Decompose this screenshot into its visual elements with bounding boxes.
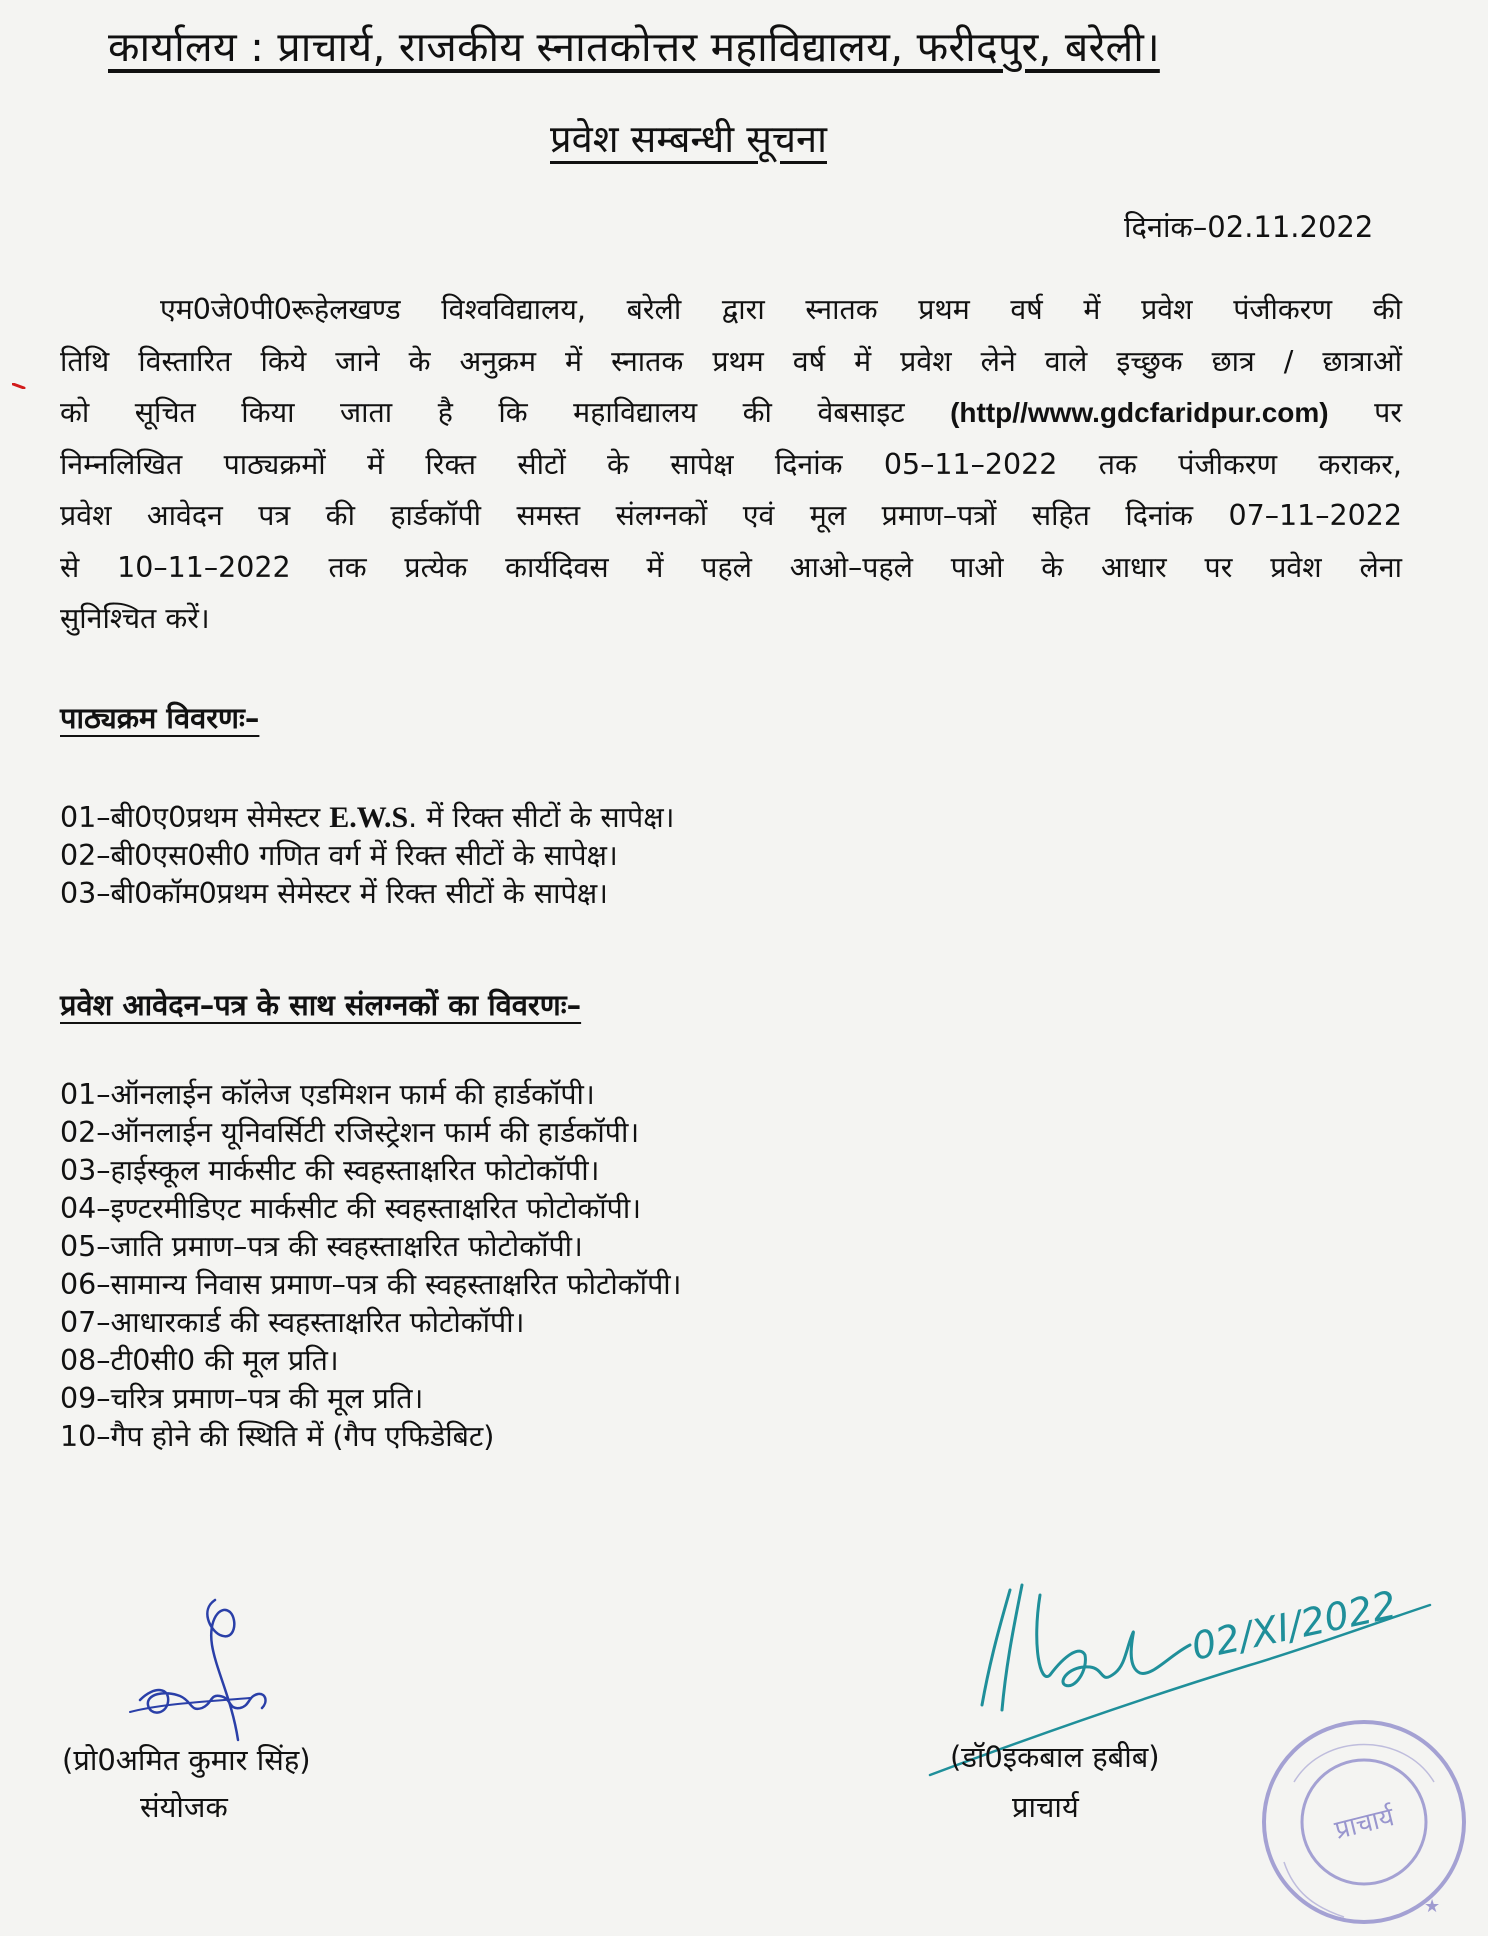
body-line: सुनिश्चित करें। [60, 602, 210, 635]
body-line-with-website [60, 387, 1402, 439]
principal-name: (डॉ0इकबाल हबीब) [950, 1740, 1160, 1774]
attachment-item: 07–आधारकार्ड की स्वहस्ताक्षरित फोटोकॉपी। [60, 1306, 525, 1339]
body-line: प्रवेश आवेदन पत्र की हार्डकॉपी समस्त संलग्नकों एवं मूल प्रमाण–पत्रों सहित दिनांक 07–11–2022 [60, 499, 1402, 532]
body-line: तिथि विस्तारित किये जाने के अनुक्रम में स्नातक प्रथम वर्ष में प्रवेश लेने वाले इच्छुक छात्र / छात्राओं [60, 344, 1402, 378]
body-line-text: पर [1374, 396, 1403, 429]
ews-label: E.W.S [329, 801, 409, 834]
attachment-item: 09–चरित्र प्रमाण–पत्र की मूल प्रति। [60, 1382, 424, 1415]
attachment-item: 03–हाईस्कूल मार्कसीट की स्वहस्ताक्षरित फोटोकॉपी। [60, 1154, 600, 1187]
handwritten-date: 02/XI/2022 [1187, 1582, 1401, 1669]
coordinator-name: (प्रो0अमित कुमार सिंह) [62, 1743, 311, 1777]
course-item [60, 799, 674, 837]
attachment-item: 08–टी0सी0 की मूल प्रति। [60, 1344, 339, 1377]
coordinator-role: संयोजक [140, 1790, 228, 1824]
college-website: (http//www.gdcfaridpur.com) [950, 397, 1329, 428]
office-heading: कार्यालय : प्राचार्य, राजकीय स्नातकोत्तर महाविद्यालय, फरीदपुर, बरेली। [108, 23, 1160, 71]
attachment-list [60, 1076, 681, 1456]
attachment-item: 01–ऑनलाईन कॉलेज एडमिशन फार्म की हार्डकॉपी। [60, 1078, 595, 1111]
stamp-label: प्राचार्य [1331, 1802, 1398, 1846]
notice-title: प्रवेश सम्बन्धी सूचना [550, 117, 827, 161]
notice-body [60, 284, 1402, 645]
attachment-item: 06–सामान्य निवास प्रमाण–पत्र की स्वहस्ताक्षरित फोटोकॉपी। [60, 1268, 682, 1301]
star-icon: ★ [1424, 1896, 1441, 1917]
body-line: से 10–11–2022 तक प्रत्येक कार्यदिवस में पहले आओ–पहले पाओ के आधार पर प्रवेश लेना [60, 550, 1402, 584]
principal-role: प्राचार्य [1012, 1790, 1079, 1824]
course-item: 02–बी0एस0सी0 गणित वर्ग में रिक्त सीटों के सापेक्ष। [60, 839, 618, 872]
course-list [60, 799, 674, 913]
course-text: . में रिक्त सीटों के सापेक्ष। [408, 801, 675, 834]
attachment-item: 04–इण्टरमीडिएट मार्कसीट की स्वहस्ताक्षरित फोटोकॉपी। [60, 1192, 642, 1225]
red-ink-mark [12, 383, 26, 389]
courses-heading: पाठ्यक्रम विवरणः– [60, 701, 260, 735]
course-item: 03–बी0कॉम0प्रथम सेमेस्टर में रिक्त सीटों के सापेक्ष। [60, 877, 608, 910]
attachment-item: 02–ऑनलाईन यूनिवर्सिटी रजिस्ट्रेशन फार्म की हार्डकॉपी। [60, 1116, 640, 1149]
attachment-item: 10–गैप होने की स्थिति में (गैप एफिडेबिट) [60, 1420, 495, 1453]
attachment-item: 05–जाति प्रमाण–पत्र की स्वहस्ताक्षरित फोटोकॉपी। [60, 1230, 583, 1263]
office-stamp [1254, 1712, 1474, 1932]
coordinator-signature [120, 1590, 340, 1750]
body-line-text: को सूचित किया जाता है कि महाविद्यालय की वेबसाइट [60, 396, 905, 429]
attachments-heading: प्रवेश आवेदन–पत्र के साथ संलग्नकों का विवरणः– [60, 988, 582, 1022]
notice-date: दिनांक–02.11.2022 [1124, 210, 1374, 244]
course-text: 01–बी0ए0प्रथम सेमेस्टर [60, 801, 330, 834]
body-line: निम्नलिखित पाठ्यक्रमों में रिक्त सीटों के सापेक्ष दिनांक 05–11–2022 तक पंजीकरण कराकर, [60, 447, 1402, 481]
body-line: एम0जे0पी0रूहेलखण्ड विश्वविद्यालय, बरेली द्वारा स्नातक प्रथम वर्ष में प्रवेश पंजीकरण की [160, 293, 1402, 326]
